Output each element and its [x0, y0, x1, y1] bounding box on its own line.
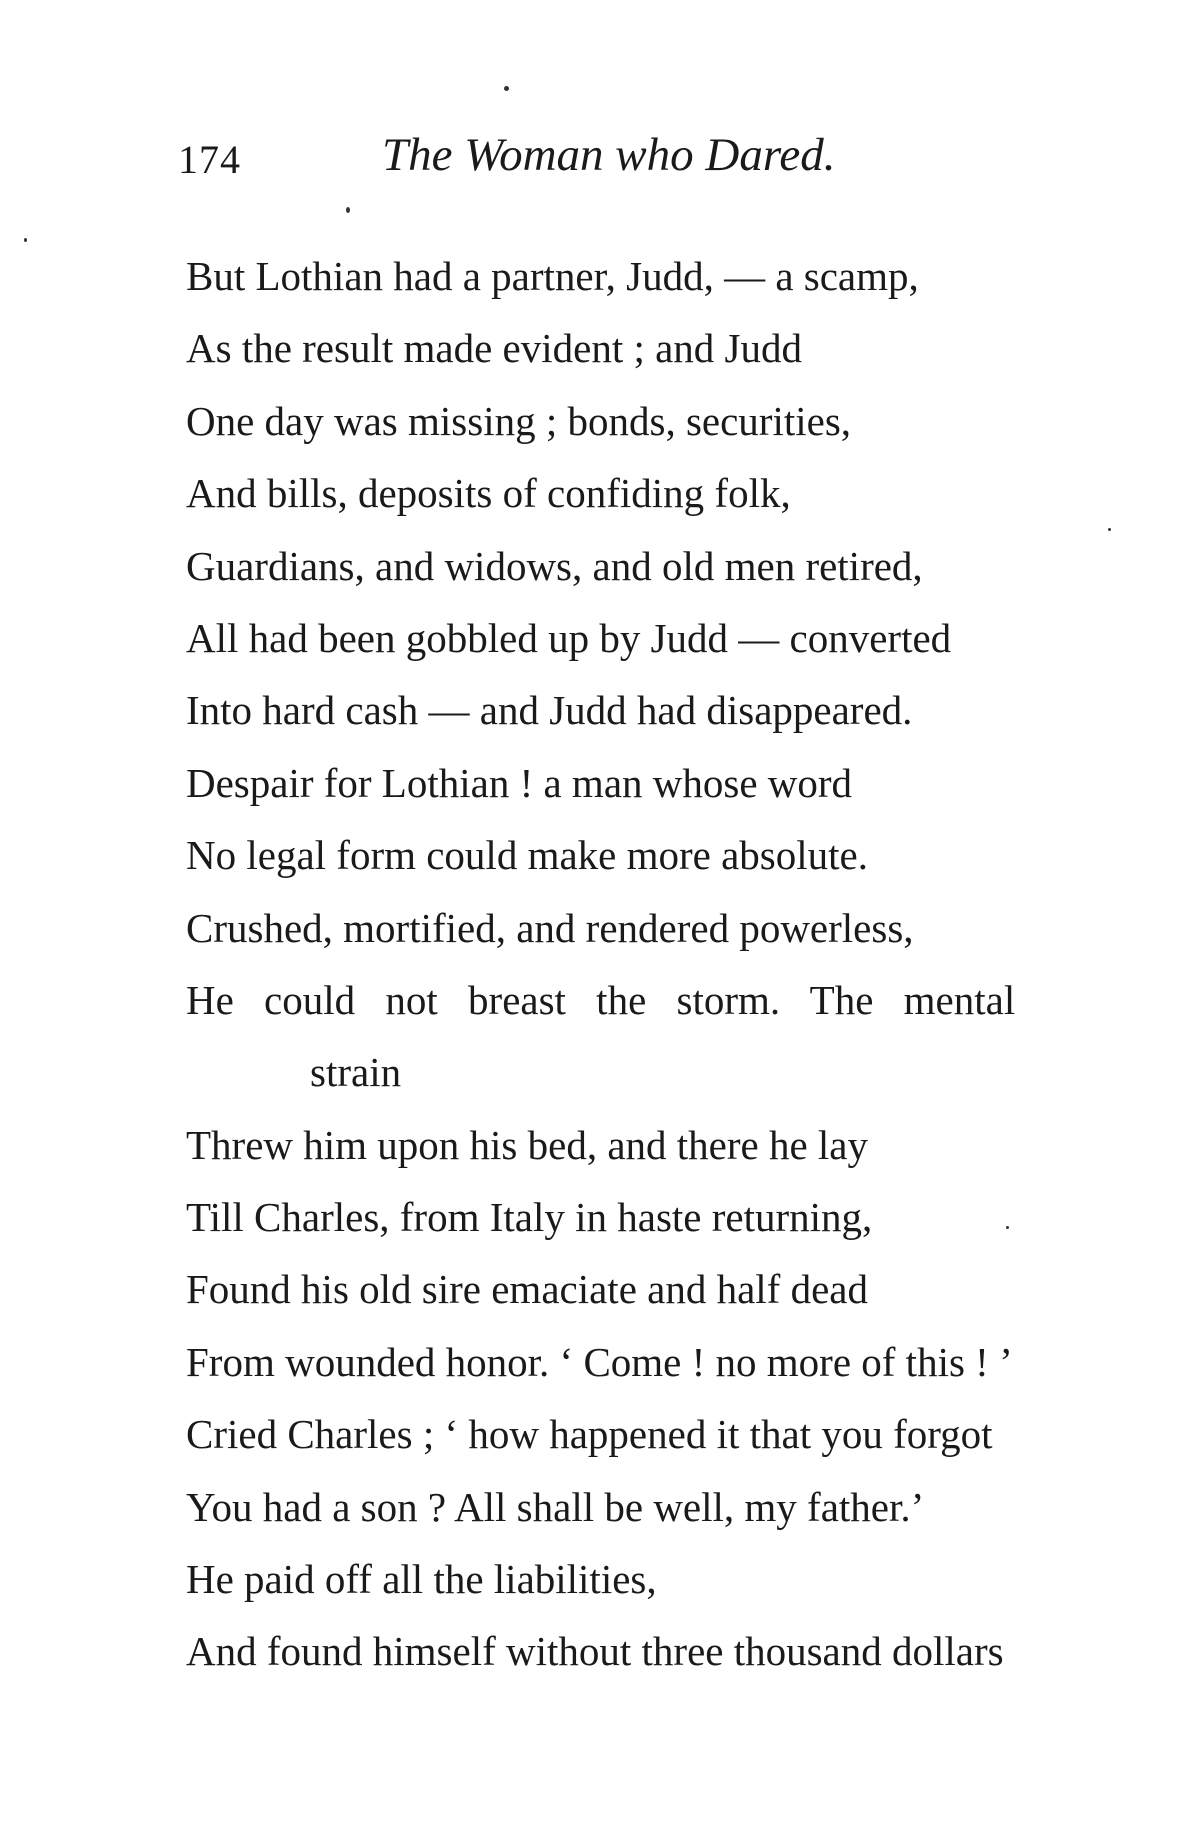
poem-line: Found his old sire emaciate and half dead: [186, 1266, 868, 1313]
page-number: 174: [178, 137, 241, 182]
poem-line: Into hard cash — and Judd had disappeared.: [186, 687, 913, 734]
poem-line: He could not breast the storm. The mental: [186, 976, 1016, 1023]
poem-line: And found himself without three thousand dollars: [186, 1628, 1004, 1675]
poem-line: All had been gobbled up by Judd — converted: [186, 614, 952, 661]
poem-line: From wounded honor. ‘ Come ! no more of this ! ’: [186, 1338, 1013, 1385]
poem-text: [186, 240, 1116, 1688]
poem-line: Guardians, and widows, and old men retired,: [186, 542, 923, 589]
scan-speck: [1108, 528, 1111, 531]
running-title: The Woman who Dared.: [382, 129, 836, 181]
scan-speck: [24, 238, 27, 242]
poem-line: Crushed, mortified, and rendered powerless,: [186, 904, 914, 951]
poem-line: Threw him upon his bed, and there he lay: [186, 1121, 869, 1168]
poem-line: Cried Charles ; ‘ how happened it that you forgot: [186, 1411, 993, 1458]
scan-speck: [346, 207, 350, 213]
poem-line: One day was missing ; bonds, securities,: [186, 397, 852, 444]
poem-line: He paid off all the liabilities,: [186, 1556, 657, 1603]
scan-speck: [1006, 1226, 1009, 1229]
page-header: [178, 128, 978, 198]
poem-line: Despair for Lothian ! a man whose word: [186, 759, 853, 806]
scan-speck: [504, 86, 509, 91]
poem-line: As the result made evident ; and Judd: [186, 325, 803, 372]
poem-line: And bills, deposits of confiding folk,: [186, 470, 791, 517]
poem-line: But Lothian had a partner, Judd, — a scamp,: [186, 253, 919, 299]
poem-line: You had a son ? All shall be well, my father.’: [186, 1483, 925, 1530]
poem-line: No legal form could make more absolute.: [186, 832, 868, 879]
poem-line-turnover: strain: [310, 1049, 402, 1096]
poem-line: Till Charles, from Italy in haste returning,: [186, 1194, 873, 1241]
